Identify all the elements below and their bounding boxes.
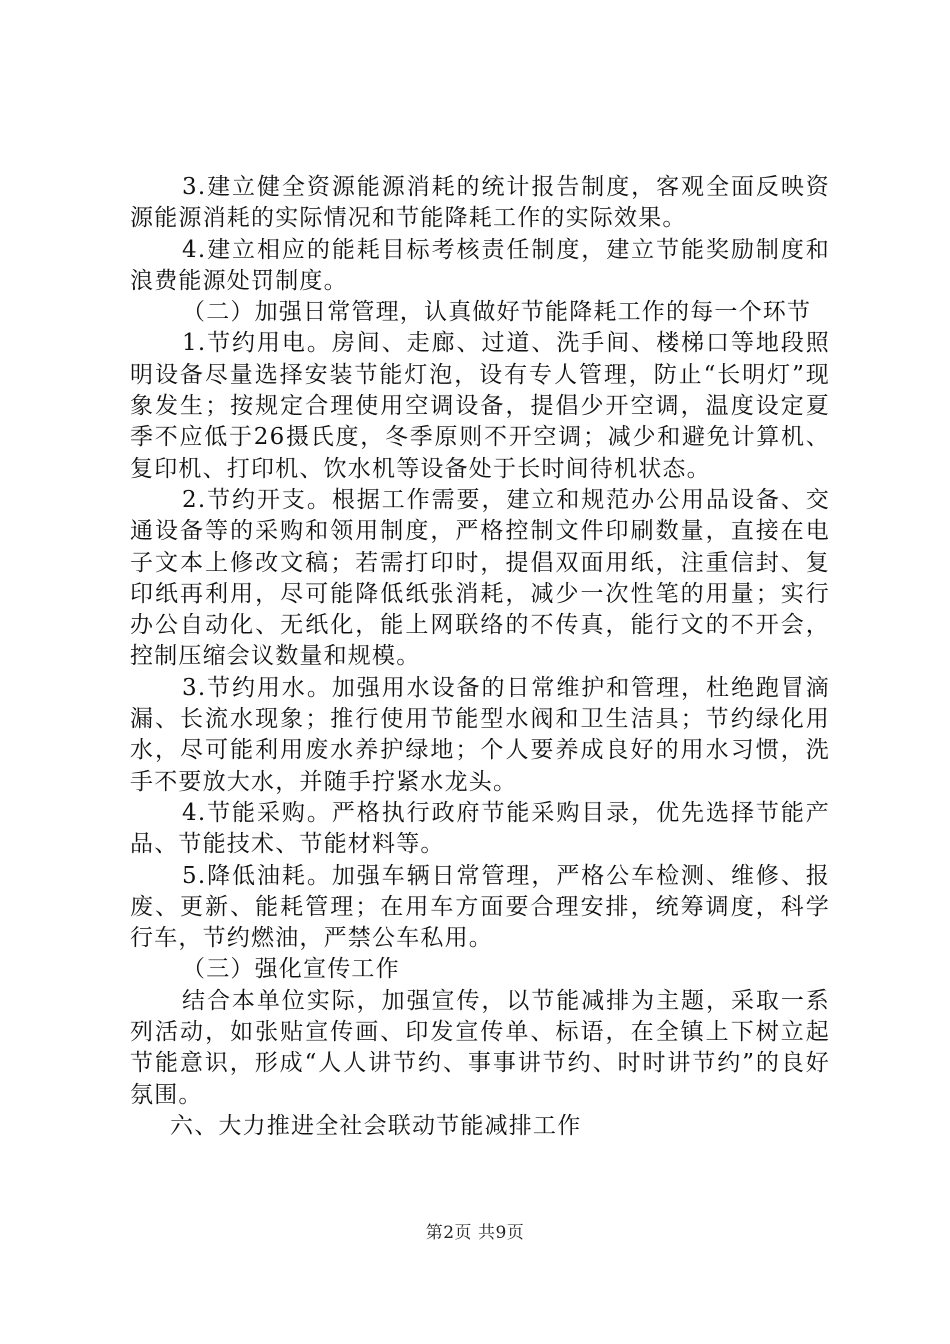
paragraph-save-water: 3.节约用水。加强用水设备的日常维护和管理，杜绝跑冒滴漏、长流水现象；推行使用节能型水阀和卫生洁具；节约绿化用水，尽可能利用废水养护绿地；个人要养成良好的用水习惯，洗手不要放大水，并随手拧紧水龙头。 <box>130 674 830 795</box>
page-number-footer: 第2页 共9页 <box>425 1223 525 1243</box>
section-heading-publicity: （三）强化宣传工作 <box>182 956 400 983</box>
section-heading-daily-management: （二）加强日常管理，认真做好节能降耗工作的每一个环节 <box>182 299 812 326</box>
document-body <box>130 172 830 1142</box>
paragraph-item-4-assessment: 4.建立相应的能耗目标考核责任制度，建立节能奖励制度和浪费能源处罚制度。 <box>130 236 830 294</box>
paragraph-save-expenses: 2.节约开支。根据工作需要，建立和规范办公用品设备、交通设备等的采购和领用制度，严格控制文件印刷数量，直接在电子文本上修改文稿；若需打印时，提倡双面用纸，注重信封、复印纸再利用，尽可能降低纸张消耗，减少一次性笔的用量；实行办公自动化、无纸化，能上网联络的不传真，能行文的不开会，控制压缩会议数量和规模。 <box>130 486 830 670</box>
section-heading-society-linkage: 六、大力推进全社会联动节能减排工作 <box>170 1112 582 1139</box>
paragraph-reduce-fuel: 5.降低油耗。加强车辆日常管理，严格公车检测、维修、报废、更新、能耗管理；在用车方面要合理安排，统筹调度，科学行车，节约燃油，严禁公车私用。 <box>130 862 830 952</box>
paragraph-energy-procurement: 4.节能采购。严格执行政府节能采购目录，优先选择节能产品、节能技术、节能材料等。 <box>130 799 830 858</box>
paragraph-save-electricity: 1.节约用电。房间、走廊、过道、洗手间、楼梯口等地段照明设备尽量选择安装节能灯泡，设有专人管理，防止“长明灯”现象发生；按规定合理使用空调设备，提倡少开空调，温度设定夏季不应低于26摄氏度，冬季原则不开空调；减少和避免计算机、复印机、打印机、饮水机等设备处于长时间待机状态。 <box>130 330 830 482</box>
paragraph-item-3-statistics: 3.建立健全资源能源消耗的统计报告制度，客观全面反映资源能源消耗的实际情况和节能降耗工作的实际效果。 <box>130 174 830 232</box>
paragraph-publicity-content: 结合本单位实际，加强宣传，以节能减排为主题，采取一系列活动，如张贴宣传画、印发宣传单、标语，在全镇上下树立起节能意识，形成“人人讲节约、事事讲节约、时时讲节约”的良好氛围。 <box>130 987 830 1108</box>
